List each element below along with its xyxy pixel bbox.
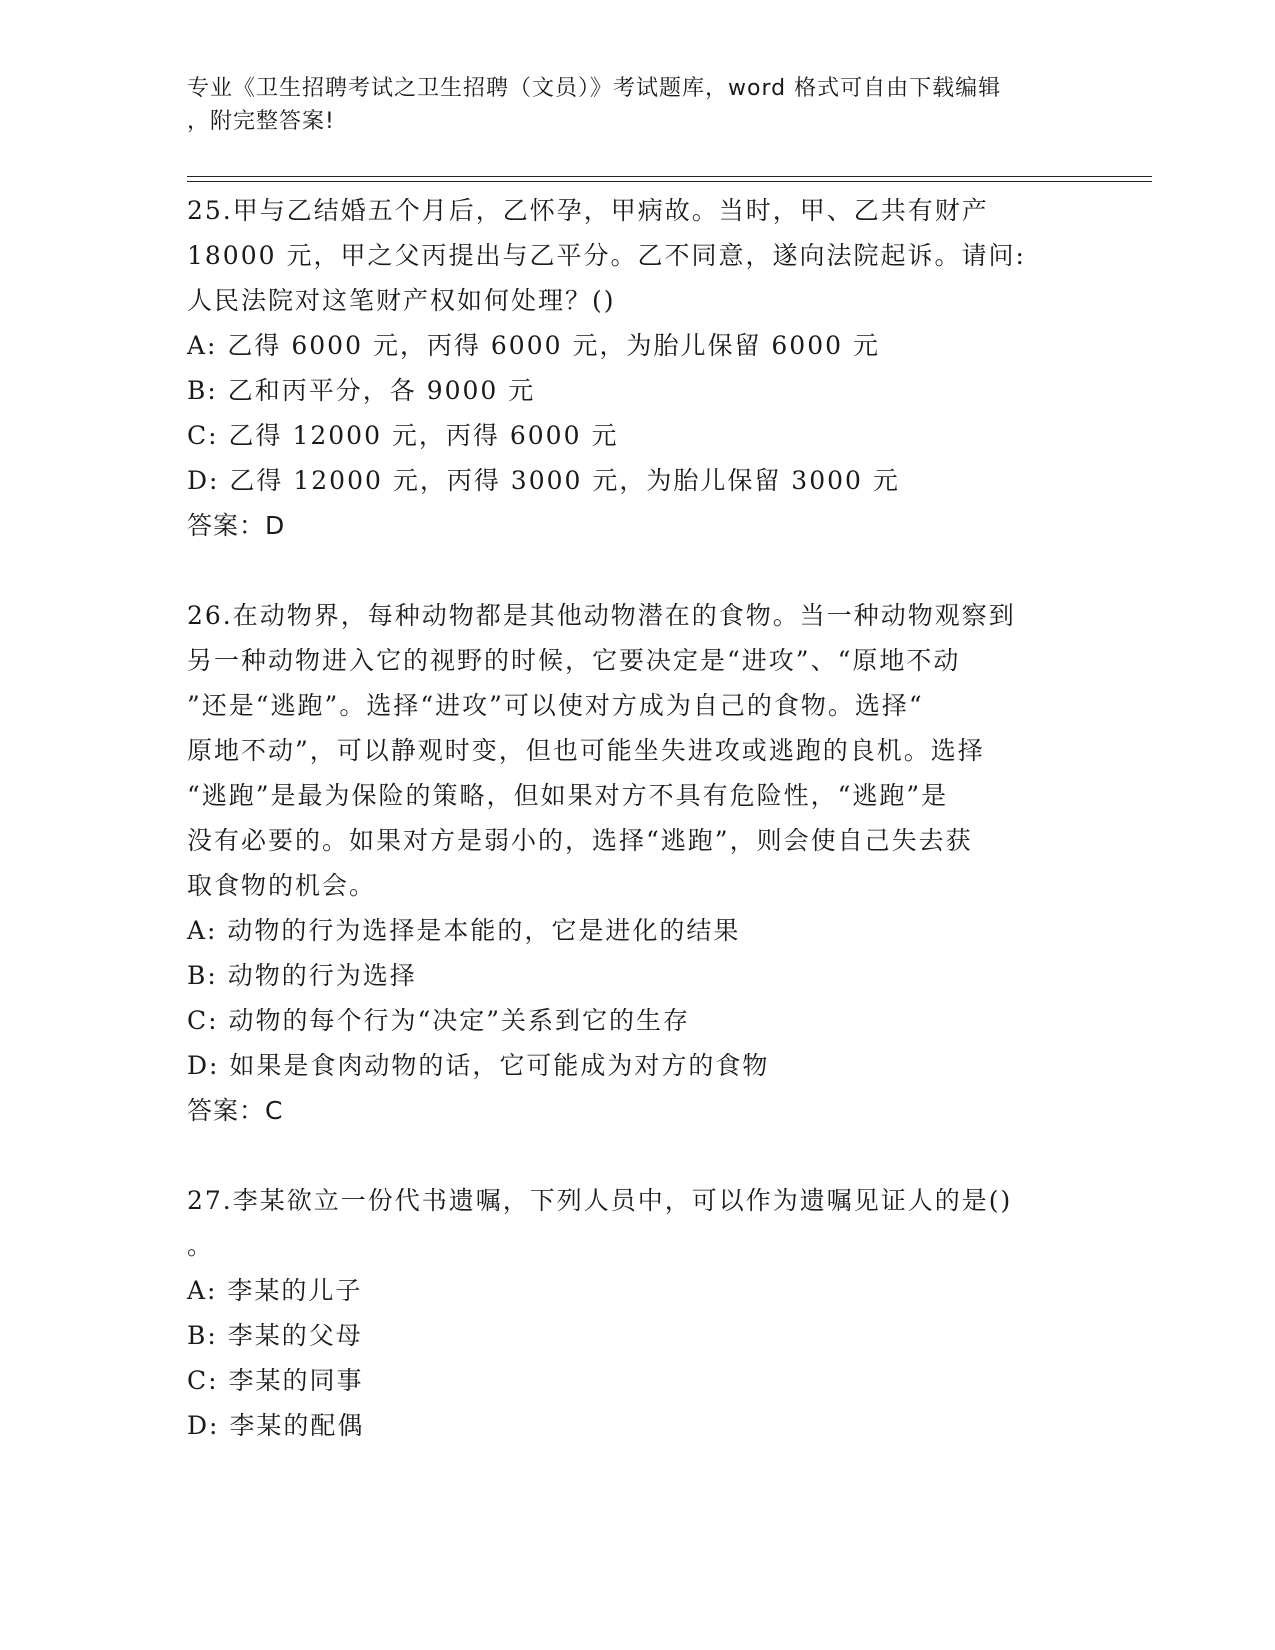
option-d: D: 如果是食肉动物的话，它可能成为对方的食物 <box>187 1051 770 1080</box>
question-stem <box>187 593 1067 908</box>
option-a: A: 动物的行为选择是本能的，它是进化的结果 <box>187 916 741 945</box>
stem-line: 27.李某欲立一份代书遗嘱，下列人员中，可以作为遗嘱见证人的是() <box>187 1186 1013 1215</box>
answer-line: 答案：C <box>187 1096 284 1125</box>
option-b: B: 李某的父母 <box>187 1321 363 1350</box>
stem-line: 取食物的机会。 <box>187 871 377 900</box>
document-header <box>187 72 1067 138</box>
question-27 <box>187 1178 1067 1448</box>
option-a: A: 李某的儿子 <box>187 1276 363 1305</box>
option-a: A: 乙得 6000 元，丙得 6000 元，为胎儿保留 6000 元 <box>187 331 880 360</box>
question-26 <box>187 593 1067 1133</box>
stem-line: 25.甲与乙结婚五个月后，乙怀孕，甲病故。当时，甲、乙共有财产 <box>187 196 989 225</box>
stem-line: 18000 元，甲之父丙提出与乙平分。乙不同意，遂向法院起诉。请问: <box>187 241 1026 270</box>
option-d: D: 李某的配偶 <box>187 1411 365 1440</box>
stem-line: “逃跑”是最为保险的策略，但如果对方不具有危险性，“逃跑”是 <box>187 781 949 810</box>
question-25 <box>187 188 1067 548</box>
stem-line: 。 <box>187 1231 215 1260</box>
option-c: C: 李某的同事 <box>187 1366 364 1395</box>
stem-line: 没有必要的。如果对方是弱小的，选择“逃跑”，则会使自己失去获 <box>187 826 973 855</box>
option-c: C: 乙得 12000 元，丙得 6000 元 <box>187 421 619 450</box>
answer-line: 答案：D <box>187 511 286 540</box>
option-d: D: 乙得 12000 元，丙得 3000 元，为胎儿保留 3000 元 <box>187 466 900 495</box>
header-rule-top <box>187 176 1152 177</box>
header-line-1: 专业《卫生招聘考试之卫生招聘（文员）》考试题库，word 格式可自由下载编辑 <box>187 76 1002 101</box>
stem-line: 原地不动”，可以静观时变，但也可能坐失进攻或逃跑的良机。选择 <box>187 736 985 765</box>
stem-line: 26.在动物界，每种动物都是其他动物潜在的食物。当一种动物观察到 <box>187 601 1016 630</box>
question-list <box>187 188 1067 1493</box>
option-b: B: 动物的行为选择 <box>187 961 417 990</box>
option-b: B: 乙和丙平分，各 9000 元 <box>187 376 536 405</box>
question-stem <box>187 188 1067 323</box>
stem-line: 人民法院对这笔财产权如何处理？() <box>187 286 616 315</box>
header-line-2: ，附完整答案! <box>187 109 335 134</box>
stem-line: 另一种动物进入它的视野的时候，它要决定是“进攻”、“原地不动 <box>187 646 961 675</box>
option-c: C: 动物的每个行为“决定”关系到它的生存 <box>187 1006 691 1035</box>
header-rule-bottom <box>187 181 1152 182</box>
stem-line: ”还是“逃跑”。选择“进攻”可以使对方成为自己的食物。选择“ <box>187 691 924 720</box>
question-stem <box>187 1178 1067 1268</box>
